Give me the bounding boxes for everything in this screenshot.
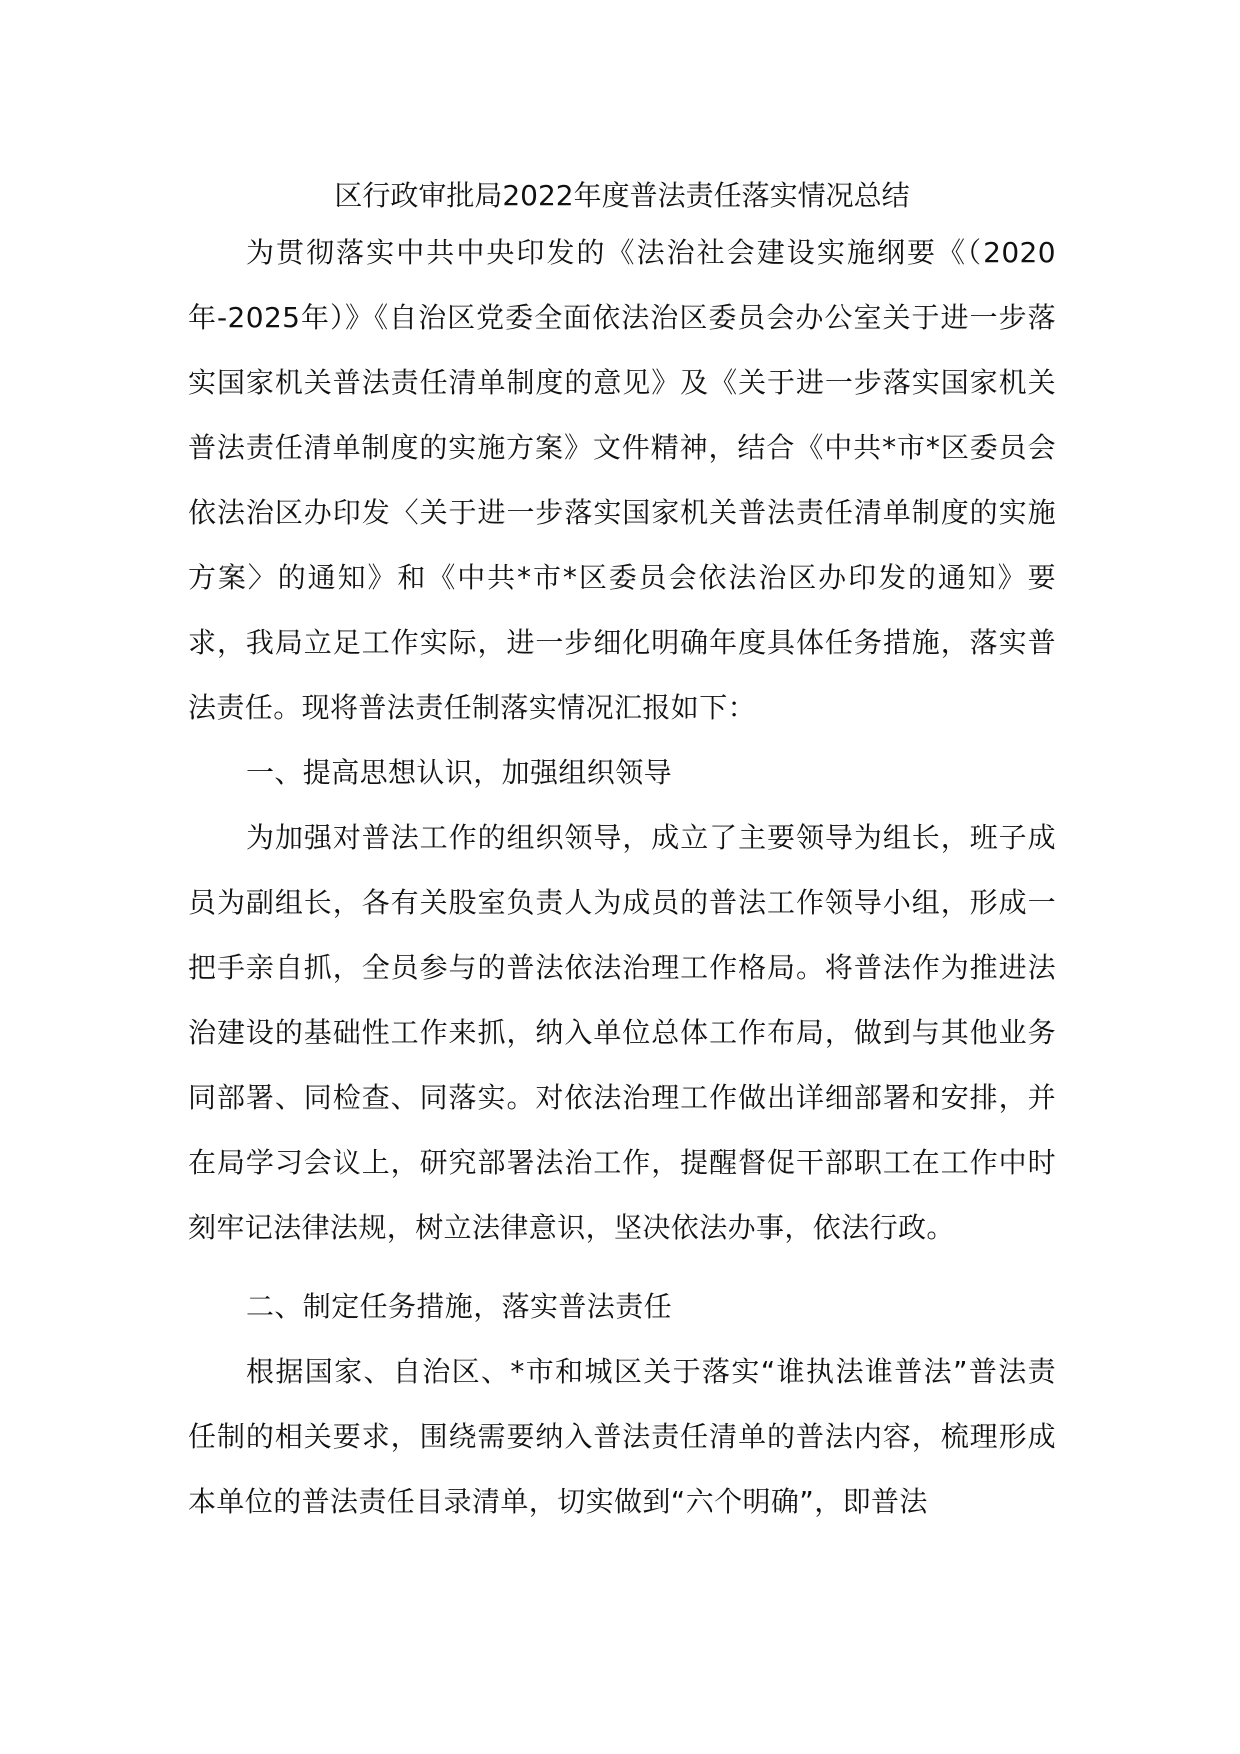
section-2-heading: 二、制定任务措施，落实普法责任 bbox=[246, 1290, 673, 1323]
section-1-heading: 一、提高思想认识，加强组织领导 bbox=[246, 756, 673, 789]
section-2-paragraph: 根据国家、自治区、*市和城区关于落实“谁执法谁普法”普法责任制的相关要求，围绕需要纳入普法责任清单的普法内容，梳理形成本单位的普法责任目录清单，切实做到“六个明确”，即普法 bbox=[188, 1355, 1056, 1518]
document-page bbox=[188, 176, 1056, 1534]
document-title: 区行政审批局2022年度普法责任落实情况总结 bbox=[334, 179, 910, 212]
section-1-paragraph: 为加强对普法工作的组织领导，成立了主要领导为组长，班子成员为副组长，各有关股室负责人为成员的普法工作领导小组，形成一把手亲自抓，全员参与的普法依法治理工作格局。将普法作为推进法治建设的基础性工作来抓，纳入单位总体工作布局，做到与其他业务同部署、同检查、同落实。对依法治理工作做出详细部署和安排，并在局学习会议上，研究部署法治工作，提醒督促干部职工在工作中时刻牢记法律法规，树立法律意识，坚决依法办事，依法行政。 bbox=[188, 821, 1056, 1244]
intro-paragraph: 为贯彻落实中共中央印发的《法治社会建设实施纲要《（2020年-2025年）》《自治区党委全面依法治区委员会办公室关于进一步落实国家机关普法责任清单制度的意见》及《关于进一步落实国家机关普法责任清单制度的实施方案》文件精神，结合《中共*市*区委员会依法治区办印发〈关于进一步落实国家机关普法责任清单制度的实施方案〉的通知》和《中共*市*区委员会依法治区办印发的通知》要求，我局立足工作实际，进一步细化明确年度具体任务措施，落实普法责任。现将普法责任制落实情况汇报如下： bbox=[188, 236, 1056, 724]
